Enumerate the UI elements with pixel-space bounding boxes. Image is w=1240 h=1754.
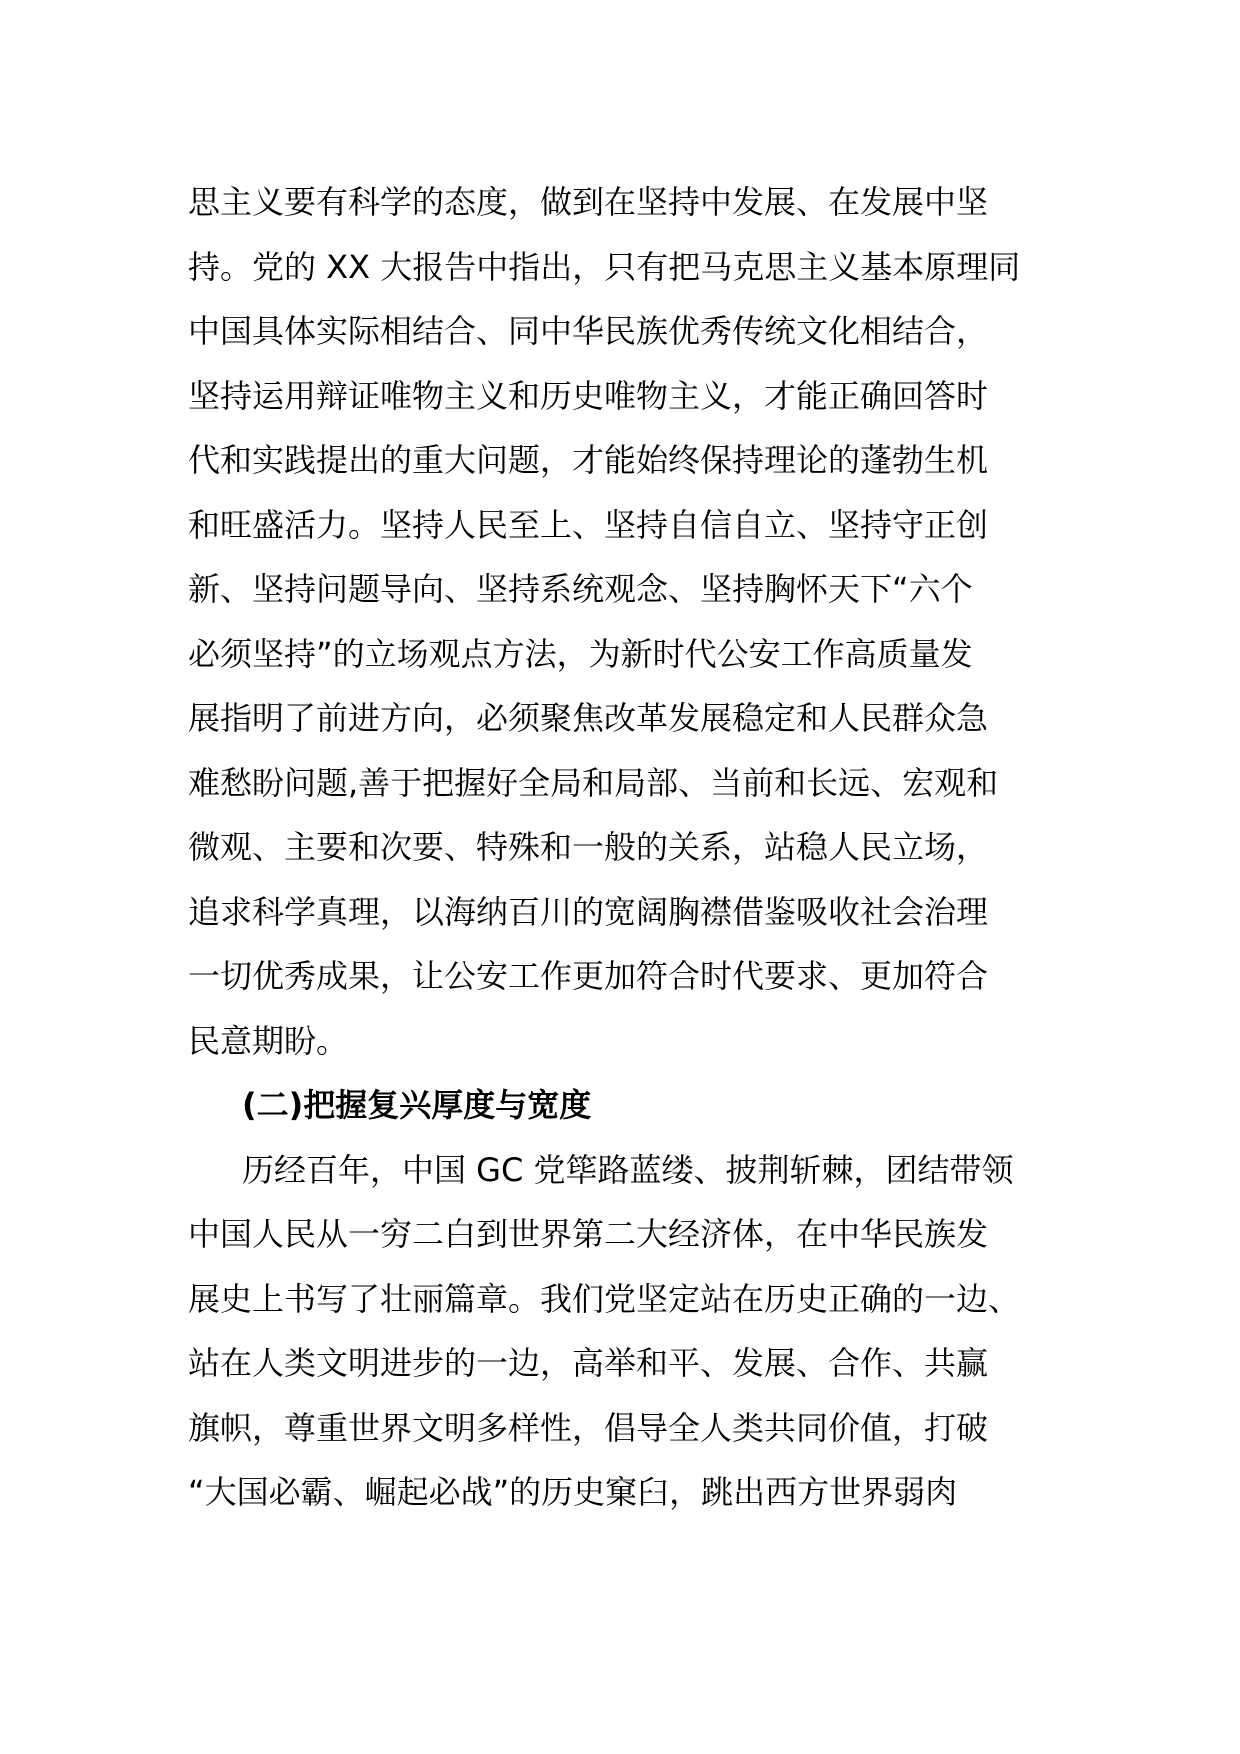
paragraph-line: 一切优秀成果，让公安工作更加符合时代要求、更加符合 [188, 957, 989, 995]
paragraph-line: 必须坚持”的立场观点方法，为新时代公安工作高质量发 [188, 634, 973, 673]
paragraph-line: 追求科学真理，以海纳百川的宽阔胸襟借鉴吸收社会治理 [188, 892, 989, 931]
paragraph-line: 展指明了前进方向，必须聚焦改革发展稳定和人民群众急 [188, 699, 989, 737]
paragraph-line: 坚持运用辩证唯物主义和历史唯物主义，才能正确回答时 [188, 376, 989, 415]
paragraph-line: 站在人类文明进步的一边，高举和平、发展、合作、共赢 [188, 1344, 989, 1382]
paragraph-line: 展史上书写了壮丽篇章。我们党坚定站在历史正确的一边、 [188, 1279, 1021, 1318]
paragraph-line: 新、坚持问题导向、坚持系统观念、坚持胸怀天下“六个 [188, 570, 973, 608]
paragraph-line: 和旺盛活力。坚持人民至上、坚持自信自立、坚持守正创 [188, 505, 989, 544]
paragraph-line: 代和实践提出的重大问题，才能始终保持理论的蓬勃生机 [188, 441, 989, 479]
paragraph-line: 中国具体实际相结合、同中华民族优秀传统文化相结合， [188, 312, 989, 350]
body-text [188, 170, 1068, 1525]
paragraph-line: 难愁盼问题,善于把握好全局和局部、当前和长远、宏观和 [188, 763, 999, 802]
paragraph-line: 持。党的 XX 大报告中指出，只有把马克思主义基本原理同 [188, 247, 1021, 286]
paragraph-line: 民意期盼。 [188, 1021, 349, 1060]
section-heading: (二)把握复兴厚度与宽度 [242, 1086, 592, 1124]
paragraph-line: “大国必霸、崛起必战”的历史窠臼，跳出西方世界弱肉 [188, 1473, 958, 1511]
paragraph-line: 中国人民从一穷二白到世界第二大经济体，在中华民族发 [188, 1215, 989, 1253]
paragraph-line: 旗帜，尊重世界文明多样性，倡导全人类共同价值，打破 [188, 1408, 989, 1447]
paragraph-line: 思主义要有科学的态度，做到在坚持中发展、在发展中坚 [188, 183, 989, 221]
paragraph-line: 微观、主要和次要、特殊和一般的关系，站稳人民立场， [188, 828, 989, 866]
paragraph-line: 历经百年，中国 GC 党筚路蓝缕、披荆斩棘，团结带领 [242, 1150, 1014, 1189]
